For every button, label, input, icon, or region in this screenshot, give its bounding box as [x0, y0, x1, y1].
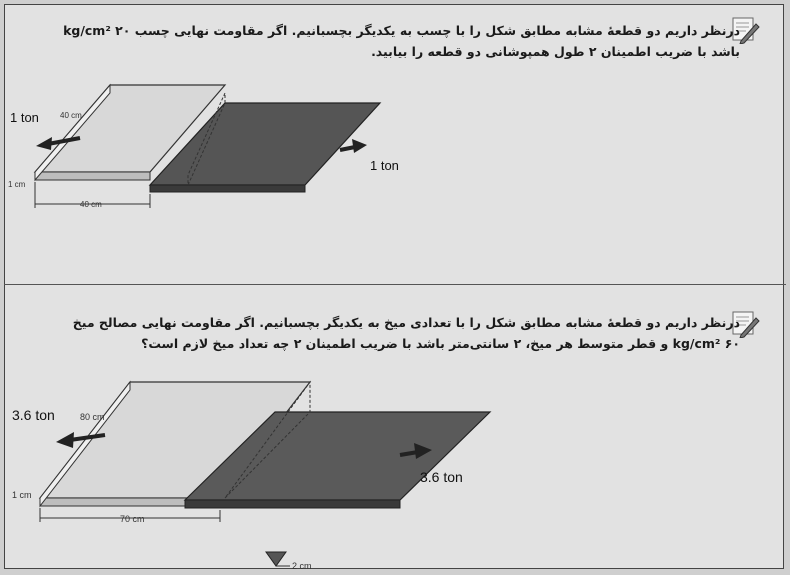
nail-diameter-label: 2 cm — [292, 561, 312, 571]
problem2-figure — [0, 370, 500, 575]
right-plate-edge — [150, 185, 305, 192]
width-label: 80 cm — [80, 412, 105, 422]
length-label: 70 cm — [120, 514, 145, 524]
thickness-label: 1 cm — [12, 490, 32, 500]
section-divider — [4, 284, 786, 285]
problem2-line1: درنظر داریم دو قطعهٔ مشابه مطابق شکل را با تعدادی میخ به یکدیگر بچسبانیم. اگر مقاومت نهایی مصالح میخ — [72, 315, 740, 330]
right-plate-edge — [185, 500, 400, 508]
problem1-figure — [0, 70, 420, 220]
load-right-label: 3.6 ton — [420, 469, 463, 485]
load-arrow-right — [340, 147, 355, 150]
length-label: 40 cm — [80, 200, 102, 209]
load-left-label: 1 ton — [10, 110, 39, 125]
problem1-line2: باشد با ضریب اطمینان ۲ طول همپوشانی دو قطعه را بیابید. — [371, 44, 740, 59]
load-left-label: 3.6 ton — [12, 407, 55, 423]
width-label: 40 cm — [60, 111, 82, 120]
nail-symbol — [266, 552, 286, 566]
problem1-line1: درنظر داریم دو قطعهٔ مشابه مطابق شکل را با چسب به یکدیگر بچسبانیم. اگر مقاومت نهایی چسب ۲۰ kg/cm² — [63, 23, 740, 38]
thickness-label: 1 cm — [8, 180, 26, 189]
problem1-statement — [40, 20, 740, 62]
problem2-statement — [40, 312, 740, 354]
problem2-line2: ۶۰ kg/cm² و قطر متوسط هر میخ، ۲ سانتی‌متر باشد با ضریب اطمینان ۲ چه تعداد میخ لازم است؟ — [141, 336, 740, 351]
left-plate-edge — [35, 172, 150, 180]
load-right-label: 1 ton — [370, 158, 399, 173]
